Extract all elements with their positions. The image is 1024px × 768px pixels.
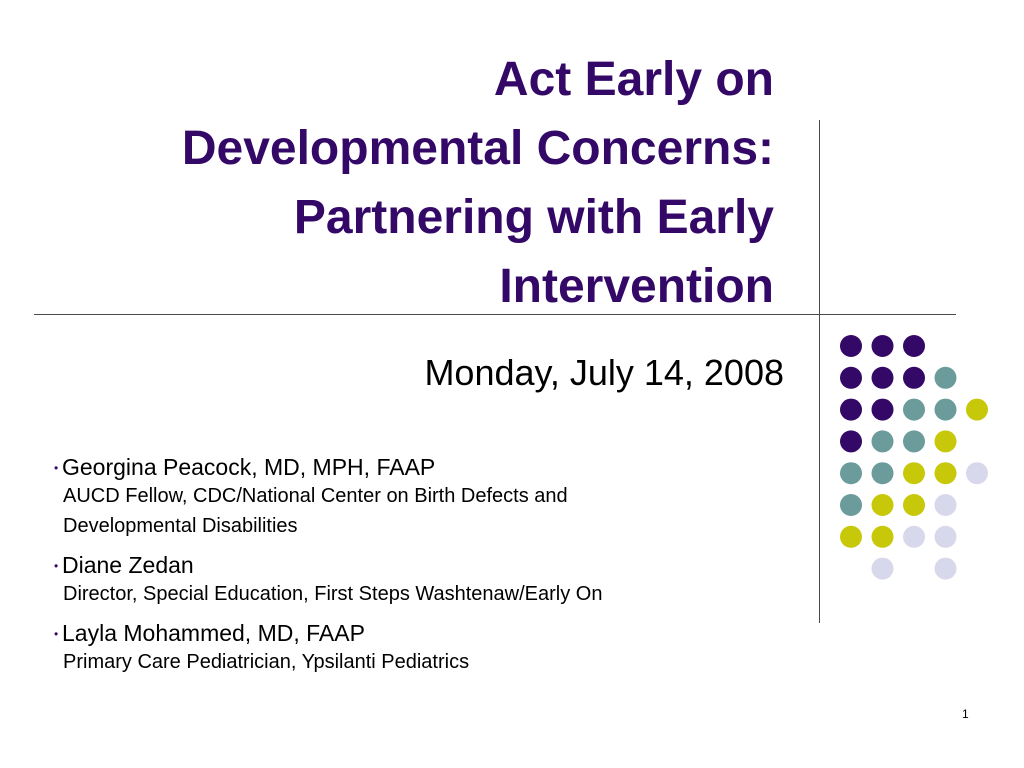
decorative-dot [903,335,925,357]
presenter-role-line: Primary Care Pediatrician, Ypsilanti Pediatrics [63,651,470,673]
decorative-dot [903,526,925,548]
decorative-dot [903,494,925,516]
decorative-dot [935,494,957,516]
decorative-dot [872,335,894,357]
presenter-role [62,579,812,609]
presenter-name: Georgina Peacock, MD, MPH, FAAP [62,454,436,480]
presenter-item [52,619,812,677]
vertical-divider [819,120,820,623]
presenter-role [62,647,812,677]
presentation-date: Monday, July 14, 2008 [424,352,784,393]
decorative-dot [840,462,862,484]
presenter-role [62,481,812,541]
decorative-dot [840,526,862,548]
presenter-role-line: Director, Special Education, First Steps Washtenaw/Early On [63,583,603,605]
decorative-dot [840,399,862,421]
bullet-icon: • [54,627,59,641]
presenter-role-line: Developmental Disabilities [63,515,298,537]
page-number: 1 [962,707,969,721]
decorative-dot [903,367,925,389]
presenter-list [52,453,812,687]
presenter-name: Diane Zedan [62,552,194,578]
presenter-role-line: AUCD Fellow, CDC/National Center on Birth Defects and [63,485,568,507]
decorative-dot [840,430,862,452]
presenter-item [52,453,812,541]
decorative-dot [872,494,894,516]
decorative-dot [872,399,894,421]
title-line-4: Intervention [499,260,774,313]
decorative-dot [903,399,925,421]
decorative-dot [872,558,894,580]
slide-title [14,45,774,321]
decorative-dot [935,558,957,580]
bullet-icon: • [54,461,59,475]
decorative-dot [840,494,862,516]
decorative-dot [903,430,925,452]
decorative-dot [935,430,957,452]
decorative-dot [966,462,988,484]
title-line-3: Partnering with Early [293,191,774,244]
presenter-name: Layla Mohammed, MD, FAAP [62,620,365,646]
decorative-dot [872,462,894,484]
decorative-dot [872,430,894,452]
horizontal-divider [34,314,956,315]
decorative-dot [966,399,988,421]
presenter-item [52,551,812,609]
decorative-dot [935,367,957,389]
bullet-icon: • [54,559,59,573]
title-line-2: Developmental Concerns: [181,122,774,175]
decorative-dot [935,526,957,548]
decorative-dot [903,462,925,484]
decorative-dot [872,526,894,548]
decorative-dot [935,399,957,421]
decorative-dot [840,367,862,389]
decorative-dot [872,367,894,389]
decorative-dot [840,335,862,357]
decorative-dot [935,462,957,484]
title-line-1: Act Early on [493,53,774,106]
